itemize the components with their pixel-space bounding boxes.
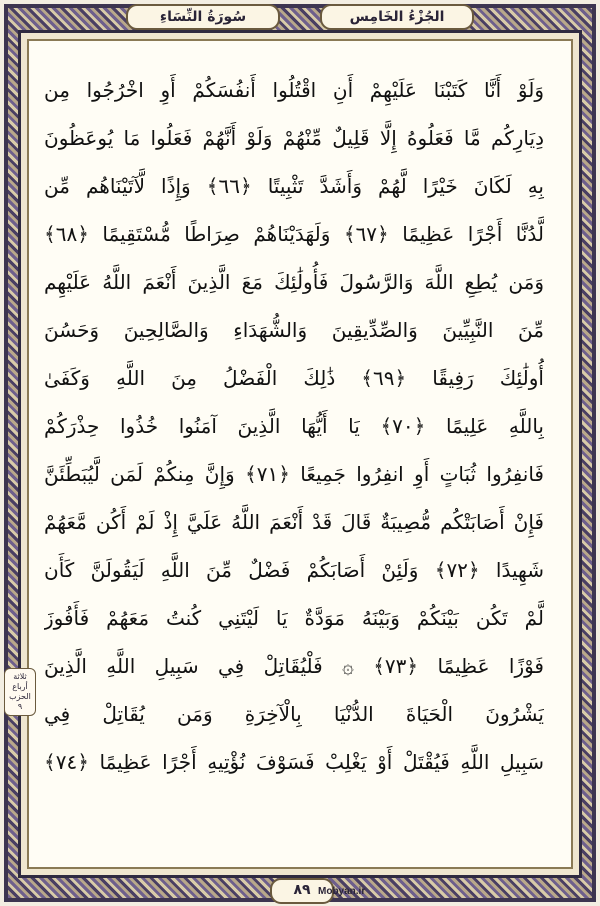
page-number: ٨٩ — [270, 878, 334, 904]
juz-title: الجُزْءُ الخَامِس — [320, 4, 474, 30]
hizb-marker-line3: ٩ — [17, 702, 23, 711]
verse-line: فَإِنْ أَصَابَتْكُم مُّصِيبَةٌ قَالَ قَدْ أَنْعَمَ اللَّهُ عَلَيَّ إِذْ لَمْ أَكُن مَّعَهُمْ — [44, 510, 544, 534]
verse-line: وَمَن يُطِعِ اللَّهَ وَالرَّسُولَ فَأُولَٰئِكَ مَعَ الَّذِينَ أَنْعَمَ اللَّهُ عَلَيْهِم — [44, 270, 544, 294]
verse-line: فَوْزًا عَظِيمًا ﴿٧٣﴾ ۞ فَلْيُقَاتِلْ فِي سَبِيلِ اللَّهِ الَّذِينَ — [44, 654, 544, 678]
verse-line: بِهِ لَكَانَ خَيْرًا لَّهُمْ وَأَشَدَّ تَثْبِيتًا ﴿٦٦﴾ وَإِذًا لَّآتَيْنَاهُم مِّن — [44, 174, 544, 198]
verse-line: سَبِيلِ اللَّهِ فَيُقْتَلْ أَوْ يَغْلِبْ فَسَوْفَ نُؤْتِيهِ أَجْرًا عَظِيمًا ﴿٧٤﴾ — [44, 750, 544, 774]
surah-title: سُورَةُ النِّسَاءِ — [126, 4, 280, 30]
verse-line: لَّمْ تَكُن بَيْنَكُمْ وَبَيْنَهُ مَوَدَّةٌ يَا لَيْتَنِي كُنتُ مَعَهُمْ فَأَفُوزَ — [44, 606, 544, 630]
verse-line: بِاللَّهِ عَلِيمًا ﴿٧٠﴾ يَا أَيُّهَا الَّذِينَ آمَنُوا خُذُوا حِذْرَكُمْ — [44, 414, 544, 438]
verse-line: مِّنَ النَّبِيِّينَ وَالصِّدِّيقِينَ وَالشُّهَدَاءِ وَالصَّالِحِينَ وَحَسُنَ — [44, 318, 544, 342]
hizb-marker-line1: ثلاثة أرباع — [12, 672, 28, 691]
verse-line: أُولَٰئِكَ رَفِيقًا ﴿٦٩﴾ ذَٰلِكَ الْفَضْلُ مِنَ اللَّهِ وَكَفَىٰ — [44, 366, 544, 390]
verse-line: يَشْرُونَ الْحَيَاةَ الدُّنْيَا بِالْآخِرَةِ وَمَن يُقَاتِلْ فِي — [44, 702, 544, 726]
page-header — [18, 4, 582, 30]
verse-lines — [44, 66, 544, 786]
page-footer — [0, 878, 600, 902]
site-watermark: Mobyan.ir — [318, 886, 366, 897]
verse-line: وَلَوْ أَنَّا كَتَبْنَا عَلَيْهِمْ أَنِ اقْتُلُوا أَنفُسَكُمْ أَوِ اخْرُجُوا مِن — [44, 78, 544, 102]
hizb-marker-line2: الحزب — [9, 692, 31, 701]
hizb-marker — [4, 668, 36, 716]
verse-line: شَهِيدًا ﴿٧٢﴾ وَلَئِنْ أَصَابَكُمْ فَضْلٌ مِّنَ اللَّهِ لَيَقُولَنَّ كَأَن — [44, 558, 544, 582]
verse-line: دِيَارِكُم مَّا فَعَلُوهُ إِلَّا قَلِيلٌ مِّنْهُمْ وَلَوْ أَنَّهُمْ فَعَلُوا مَا يُوعَظُونَ — [44, 126, 544, 150]
verse-line: فَانفِرُوا ثُبَاتٍ أَوِ انفِرُوا جَمِيعًا ﴿٧١﴾ وَإِنَّ مِنكُمْ لَمَن لَّيُبَطِّئَنَّ — [44, 462, 544, 486]
verse-line: لَّدُنَّا أَجْرًا عَظِيمًا ﴿٦٧﴾ وَلَهَدَيْنَاهُمْ صِرَاطًا مُّسْتَقِيمًا ﴿٦٨﴾ — [44, 222, 544, 246]
